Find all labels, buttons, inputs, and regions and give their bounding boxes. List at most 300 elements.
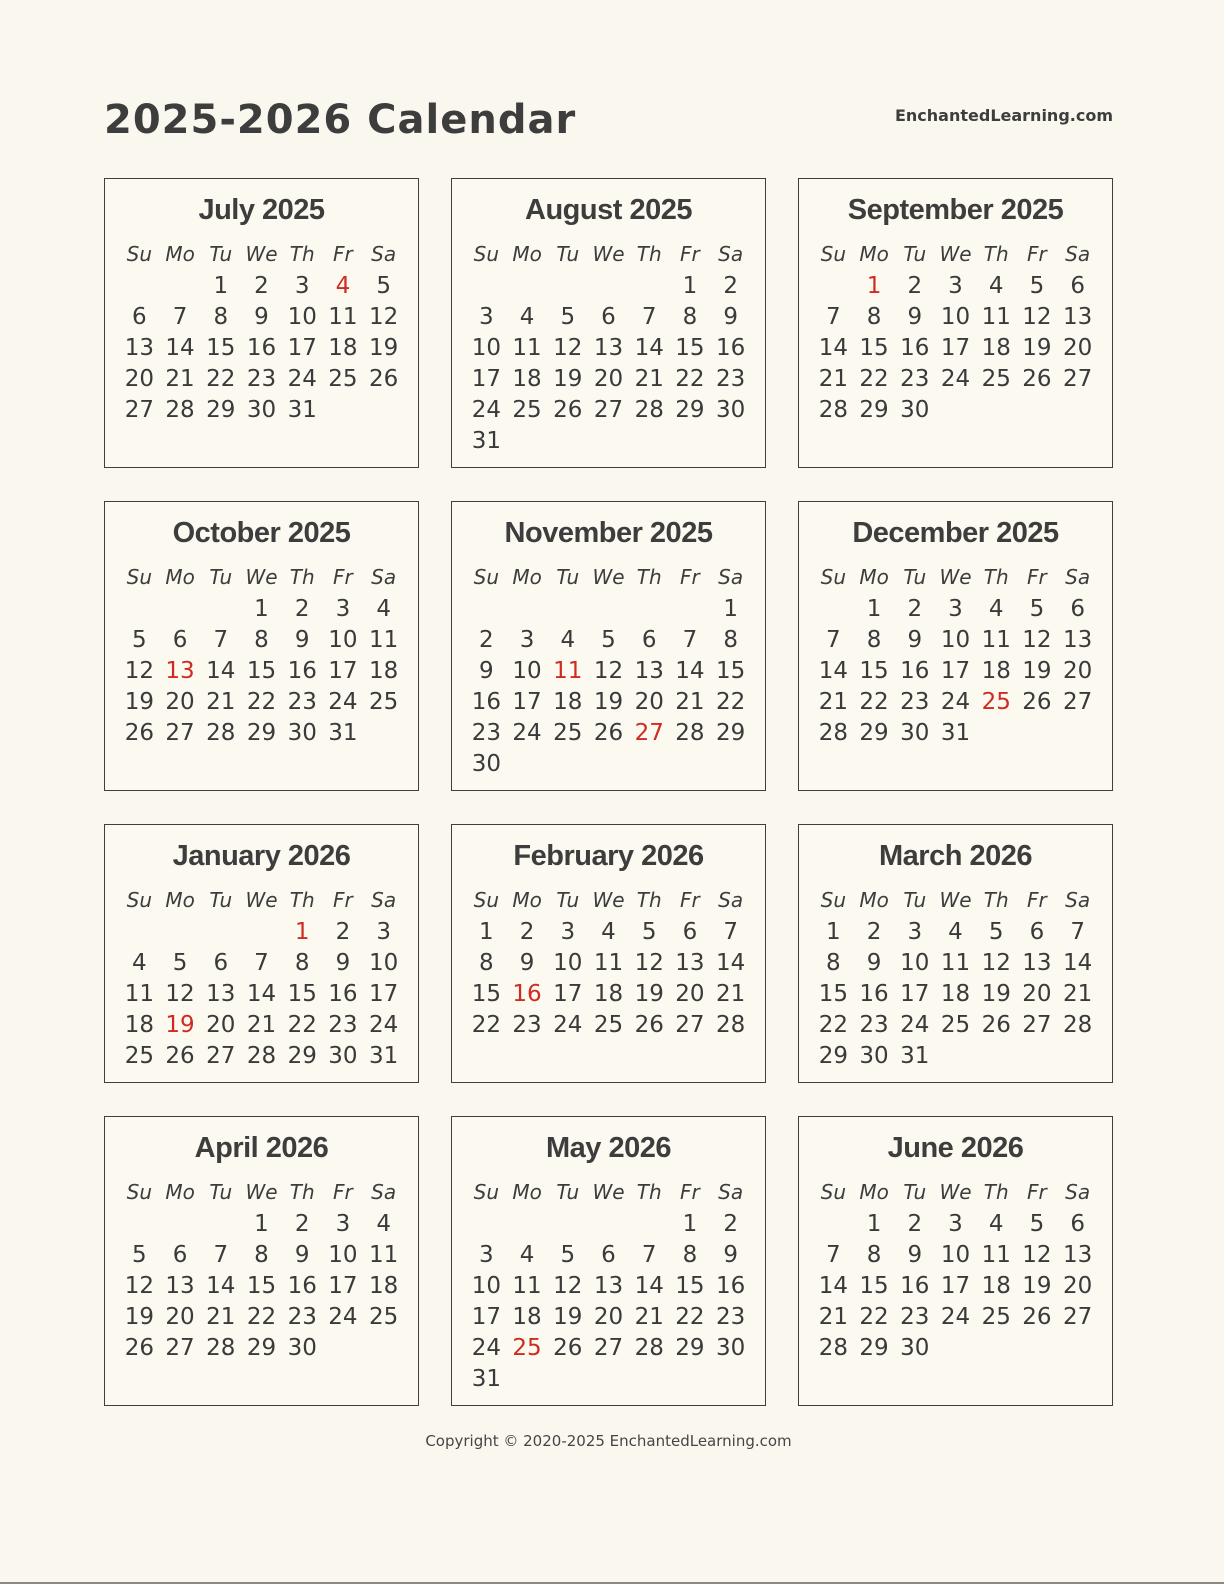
day-cell: 28 (818, 720, 848, 746)
weekday-label: Fr (1027, 888, 1047, 912)
day-cell: 27 (1063, 689, 1093, 715)
day-cell: 6 (1070, 596, 1085, 622)
day-cell-empty (629, 1364, 670, 1395)
day-cell: 18 (512, 366, 542, 392)
day-cell: 4 (988, 596, 1004, 622)
day-cell: 28 (818, 397, 848, 423)
day-cell: 12 (1022, 1242, 1052, 1268)
day-cell: 18 (593, 981, 624, 1007)
day-cell: 13 (634, 658, 664, 684)
day-cell: 18 (512, 1304, 542, 1330)
day-cell: 20 (165, 689, 195, 715)
day-cell: 6 (641, 627, 657, 653)
weekday-label: We (592, 242, 625, 266)
day-cell-empty (507, 749, 548, 780)
day-cell-empty (670, 426, 711, 457)
day-cell: 1 (479, 919, 494, 945)
day-cell: 14 (165, 335, 195, 361)
weekday-label: Tu (903, 888, 927, 912)
day-cell-empty (547, 426, 588, 457)
day-cell: 24 (900, 1012, 930, 1038)
weekday-label: Tu (209, 242, 233, 266)
day-cell: 21 (818, 1304, 848, 1330)
month-title: October 2025 (172, 517, 351, 549)
weekday-label: Th (289, 888, 315, 912)
day-cell-empty (200, 594, 241, 625)
day-cell-empty (629, 1209, 670, 1240)
day-cell: 29 (859, 1335, 889, 1361)
day-cell-empty (813, 594, 854, 625)
day-cell: 19 (981, 981, 1011, 1007)
day-cell-empty (976, 1333, 1017, 1364)
weekday-label: Mo (859, 1180, 889, 1204)
month-day-grid (813, 594, 1098, 749)
day-cell-empty (588, 594, 629, 625)
day-cell: 2 (907, 273, 923, 299)
day-cell-holiday: 1 (294, 919, 310, 945)
day-cell: 12 (369, 304, 399, 330)
day-cell: 23 (471, 720, 501, 746)
day-cell: 26 (1022, 689, 1052, 715)
weekday-label: Mo (859, 242, 889, 266)
weekday-label: Tu (903, 1180, 927, 1204)
month-calendar (104, 178, 419, 468)
weekday-label: Sa (371, 565, 397, 589)
day-cell: 4 (519, 1242, 535, 1268)
day-cell: 17 (287, 335, 317, 361)
day-cell: 5 (1029, 596, 1045, 622)
day-cell: 17 (553, 981, 583, 1007)
day-cell: 1 (826, 919, 841, 945)
day-cell: 2 (254, 273, 269, 299)
day-cell: 5 (560, 1242, 576, 1268)
month-day-grid (119, 917, 404, 1072)
day-cell: 4 (601, 919, 616, 945)
day-cell: 5 (1029, 1211, 1045, 1237)
day-cell-empty (588, 1364, 629, 1395)
day-cell: 6 (132, 304, 147, 330)
day-cell: 25 (369, 689, 399, 715)
day-cell: 19 (124, 689, 154, 715)
day-cell: 21 (716, 981, 746, 1007)
month-title: April 2026 (194, 1132, 329, 1164)
day-cell: 9 (907, 627, 923, 653)
day-cell-empty (1057, 718, 1098, 749)
day-cell-empty (160, 594, 201, 625)
day-cell: 15 (818, 981, 848, 1007)
month-day-grid (466, 594, 751, 780)
day-cell: 21 (246, 1012, 277, 1038)
day-cell-empty (976, 718, 1017, 749)
weekday-label: Tu (903, 242, 927, 266)
day-cell: 14 (206, 1273, 236, 1299)
day-cell-empty (588, 749, 629, 780)
month-calendar (104, 501, 419, 791)
day-cell-empty (547, 594, 588, 625)
day-cell: 11 (593, 950, 624, 976)
day-cell: 21 (165, 366, 195, 392)
day-cell: 18 (981, 1273, 1011, 1299)
day-cell: 30 (246, 397, 277, 423)
weekday-header-row (813, 564, 1098, 590)
day-cell: 21 (675, 689, 705, 715)
day-cell: 20 (206, 1012, 236, 1038)
weekday-label: Su (126, 1180, 153, 1204)
month-day-grid (466, 917, 751, 1041)
day-cell: 31 (471, 1366, 501, 1392)
day-cell: 11 (328, 304, 358, 330)
day-cell: 5 (988, 919, 1004, 945)
weekday-label: Sa (1065, 888, 1091, 912)
day-cell: 15 (246, 658, 277, 684)
day-cell: 31 (940, 720, 971, 746)
day-cell: 22 (675, 1304, 705, 1330)
day-cell: 22 (859, 689, 889, 715)
day-cell: 22 (859, 366, 889, 392)
weekday-label: Th (636, 242, 662, 266)
day-cell-empty (1017, 718, 1058, 749)
day-cell: 21 (634, 366, 664, 392)
day-cell: 13 (1022, 950, 1052, 976)
day-cell: 7 (682, 627, 698, 653)
day-cell-empty (507, 594, 548, 625)
weekday-label: Th (983, 1180, 1009, 1204)
day-cell: 22 (818, 1012, 848, 1038)
weekday-label: Su (473, 888, 500, 912)
day-cell: 24 (328, 1304, 358, 1330)
day-cell-empty (119, 271, 160, 302)
month-day-grid (813, 1209, 1098, 1364)
day-cell: 10 (328, 1242, 358, 1268)
day-cell: 12 (981, 950, 1011, 976)
day-cell: 19 (634, 981, 664, 1007)
day-cell: 8 (254, 627, 269, 653)
day-cell: 1 (682, 273, 698, 299)
month-title: September 2025 (847, 194, 1064, 226)
day-cell: 20 (1022, 981, 1052, 1007)
day-cell: 20 (593, 1304, 624, 1330)
day-cell: 4 (948, 919, 963, 945)
day-cell-empty (710, 1364, 751, 1395)
day-cell: 11 (369, 627, 399, 653)
weekday-label: Su (126, 888, 153, 912)
day-cell-holiday: 4 (335, 273, 351, 299)
day-cell: 5 (376, 273, 391, 299)
weekday-label: Th (289, 1180, 315, 1204)
day-cell: 4 (519, 304, 535, 330)
day-cell: 10 (328, 627, 358, 653)
weekday-label: Fr (1027, 242, 1047, 266)
day-cell: 16 (900, 335, 930, 361)
day-cell: 18 (124, 1012, 154, 1038)
day-cell: 2 (294, 596, 310, 622)
day-cell: 20 (1063, 1273, 1093, 1299)
weekday-label: Tu (209, 1180, 233, 1204)
day-cell: 8 (682, 1242, 698, 1268)
day-cell: 27 (1022, 1012, 1052, 1038)
day-cell: 3 (335, 596, 351, 622)
weekday-label: Sa (1065, 565, 1091, 589)
day-cell: 9 (294, 627, 310, 653)
day-cell: 7 (723, 919, 738, 945)
copyright-footer: Copyright © 2020-2025 EnchantedLearning.com (425, 1432, 792, 1450)
day-cell-empty (670, 594, 711, 625)
day-cell: 25 (512, 397, 542, 423)
day-cell: 28 (246, 1043, 277, 1069)
day-cell: 31 (900, 1043, 930, 1069)
weekday-label: We (245, 242, 278, 266)
day-cell-empty (588, 1209, 629, 1240)
weekday-label: Fr (680, 1180, 700, 1204)
day-cell: 14 (1063, 950, 1093, 976)
day-cell: 11 (981, 304, 1011, 330)
day-cell: 9 (723, 304, 738, 330)
weekday-label: We (245, 1180, 278, 1204)
day-cell-empty (466, 1209, 507, 1240)
day-cell: 8 (254, 1242, 269, 1268)
day-cell: 25 (981, 366, 1011, 392)
day-cell: 25 (124, 1043, 154, 1069)
weekday-label: Mo (165, 1180, 195, 1204)
day-cell: 30 (900, 397, 930, 423)
day-cell: 8 (826, 950, 841, 976)
day-cell: 22 (859, 1304, 889, 1330)
day-cell: 1 (254, 596, 269, 622)
weekday-label: Fr (680, 242, 700, 266)
day-cell: 6 (682, 919, 698, 945)
day-cell: 25 (940, 1012, 971, 1038)
weekday-header-row (119, 564, 404, 590)
day-cell: 30 (900, 720, 930, 746)
day-cell: 27 (165, 720, 195, 746)
day-cell: 30 (859, 1043, 889, 1069)
weekday-label: We (939, 565, 972, 589)
day-cell: 12 (593, 658, 624, 684)
day-cell: 29 (675, 397, 705, 423)
day-cell: 28 (634, 397, 664, 423)
day-cell: 11 (512, 335, 542, 361)
day-cell: 29 (716, 720, 746, 746)
months-grid (104, 178, 1113, 1406)
day-cell: 30 (287, 1335, 317, 1361)
day-cell: 17 (471, 1304, 501, 1330)
month-title: May 2026 (546, 1132, 671, 1164)
weekday-label: Fr (333, 888, 353, 912)
month-title: March 2026 (879, 840, 1032, 872)
day-cell: 8 (479, 950, 494, 976)
day-cell: 2 (519, 919, 535, 945)
day-cell: 25 (553, 720, 583, 746)
day-cell: 8 (213, 304, 229, 330)
weekday-header-row (119, 241, 404, 267)
day-cell-holiday: 11 (553, 658, 583, 684)
day-cell: 27 (593, 397, 624, 423)
month-title: November 2025 (504, 517, 713, 549)
day-cell-empty (1017, 1333, 1058, 1364)
day-cell: 23 (512, 1012, 542, 1038)
weekday-label: We (592, 888, 625, 912)
day-cell: 7 (826, 627, 841, 653)
day-cell: 24 (369, 1012, 399, 1038)
day-cell-empty (629, 594, 670, 625)
day-cell: 11 (981, 627, 1011, 653)
day-cell: 22 (471, 1012, 501, 1038)
day-cell-empty (547, 271, 588, 302)
day-cell: 18 (981, 335, 1011, 361)
weekday-label: Su (820, 1180, 847, 1204)
day-cell: 16 (859, 981, 889, 1007)
day-cell: 22 (287, 1012, 317, 1038)
day-cell-empty (670, 1364, 711, 1395)
day-cell: 4 (988, 273, 1004, 299)
weekday-label: Su (473, 1180, 500, 1204)
weekday-label: Th (983, 242, 1009, 266)
day-cell: 6 (1070, 273, 1085, 299)
day-cell: 17 (940, 658, 971, 684)
weekday-label: Th (636, 565, 662, 589)
day-cell: 16 (471, 689, 501, 715)
day-cell: 13 (675, 950, 705, 976)
weekday-label: Th (636, 888, 662, 912)
day-cell: 14 (675, 658, 705, 684)
day-cell-empty (200, 1209, 241, 1240)
weekday-label: Su (126, 565, 153, 589)
day-cell: 27 (124, 397, 154, 423)
month-day-grid (813, 271, 1098, 426)
day-cell: 12 (165, 981, 195, 1007)
weekday-label: Fr (333, 1180, 353, 1204)
month-day-grid (466, 271, 751, 457)
day-cell: 23 (900, 689, 930, 715)
day-cell-empty (466, 594, 507, 625)
day-cell: 6 (601, 304, 616, 330)
weekday-label: Fr (1027, 1180, 1047, 1204)
weekday-label: Sa (718, 242, 744, 266)
day-cell: 14 (634, 335, 664, 361)
month-title: January 2026 (172, 840, 351, 872)
day-cell: 19 (369, 335, 399, 361)
day-cell: 17 (328, 658, 358, 684)
weekday-label: We (939, 1180, 972, 1204)
day-cell: 15 (675, 335, 705, 361)
month-title: December 2025 (852, 517, 1059, 549)
weekday-header-row (119, 887, 404, 913)
day-cell: 27 (206, 1043, 236, 1069)
day-cell: 27 (675, 1012, 705, 1038)
weekday-header-row (813, 241, 1098, 267)
weekday-label: Th (289, 565, 315, 589)
day-cell: 28 (818, 1335, 848, 1361)
month-calendar (451, 178, 766, 468)
month-calendar (798, 178, 1113, 468)
day-cell: 14 (246, 981, 277, 1007)
day-cell: 2 (866, 919, 882, 945)
day-cell: 31 (328, 720, 358, 746)
weekday-label: Su (473, 242, 500, 266)
day-cell: 10 (471, 335, 501, 361)
day-cell: 26 (1022, 366, 1052, 392)
day-cell: 1 (723, 596, 738, 622)
day-cell: 16 (287, 658, 317, 684)
weekday-label: Mo (165, 242, 195, 266)
weekday-label: Th (983, 565, 1009, 589)
day-cell: 26 (634, 1012, 664, 1038)
month-day-grid (813, 917, 1098, 1072)
day-cell: 19 (593, 689, 624, 715)
day-cell: 30 (471, 751, 501, 777)
day-cell: 13 (593, 335, 624, 361)
weekday-label: Mo (859, 565, 889, 589)
weekday-header-row (813, 887, 1098, 913)
weekday-label: Tu (209, 888, 233, 912)
day-cell: 23 (716, 1304, 746, 1330)
weekday-label: Su (820, 242, 847, 266)
day-cell: 10 (553, 950, 583, 976)
weekday-header-row (466, 887, 751, 913)
weekday-label: We (592, 1180, 625, 1204)
day-cell: 21 (206, 689, 236, 715)
day-cell: 20 (165, 1304, 195, 1330)
day-cell-empty (507, 271, 548, 302)
weekday-label: Fr (1027, 565, 1047, 589)
weekday-label: Tu (556, 242, 580, 266)
day-cell: 31 (471, 428, 501, 454)
day-cell: 25 (593, 1012, 624, 1038)
day-cell: 21 (818, 366, 848, 392)
day-cell: 6 (1070, 1211, 1085, 1237)
weekday-label: We (592, 565, 625, 589)
day-cell: 26 (124, 720, 154, 746)
day-cell: 12 (553, 335, 583, 361)
weekday-label: Sa (718, 565, 744, 589)
day-cell: 17 (940, 1273, 971, 1299)
day-cell: 2 (723, 1211, 738, 1237)
day-cell-empty (629, 426, 670, 457)
day-cell: 26 (553, 1335, 583, 1361)
weekday-header-row (813, 1179, 1098, 1205)
day-cell: 29 (859, 397, 889, 423)
day-cell: 5 (132, 1242, 147, 1268)
weekday-label: Su (126, 242, 153, 266)
weekday-label: Sa (371, 242, 397, 266)
day-cell: 11 (512, 1273, 542, 1299)
weekday-label: Sa (1065, 1180, 1091, 1204)
day-cell-holiday: 1 (866, 273, 882, 299)
day-cell-empty (629, 749, 670, 780)
day-cell-empty (1017, 1041, 1058, 1072)
day-cell: 21 (818, 689, 848, 715)
weekday-label: Mo (512, 1180, 542, 1204)
day-cell: 3 (519, 627, 535, 653)
day-cell: 7 (213, 1242, 229, 1268)
day-cell-empty (976, 395, 1017, 426)
month-title: June 2026 (887, 1132, 1024, 1164)
day-cell: 25 (328, 366, 358, 392)
day-cell: 29 (246, 720, 277, 746)
day-cell: 29 (859, 720, 889, 746)
day-cell-holiday: 25 (981, 689, 1011, 715)
day-cell: 1 (866, 596, 882, 622)
day-cell: 15 (471, 981, 501, 1007)
day-cell-empty (1057, 1333, 1098, 1364)
day-cell: 27 (1063, 1304, 1093, 1330)
day-cell: 29 (287, 1043, 317, 1069)
day-cell: 17 (512, 689, 542, 715)
weekday-label: Tu (556, 565, 580, 589)
day-cell-empty (119, 917, 160, 948)
day-cell: 8 (682, 304, 698, 330)
day-cell: 16 (287, 1273, 317, 1299)
